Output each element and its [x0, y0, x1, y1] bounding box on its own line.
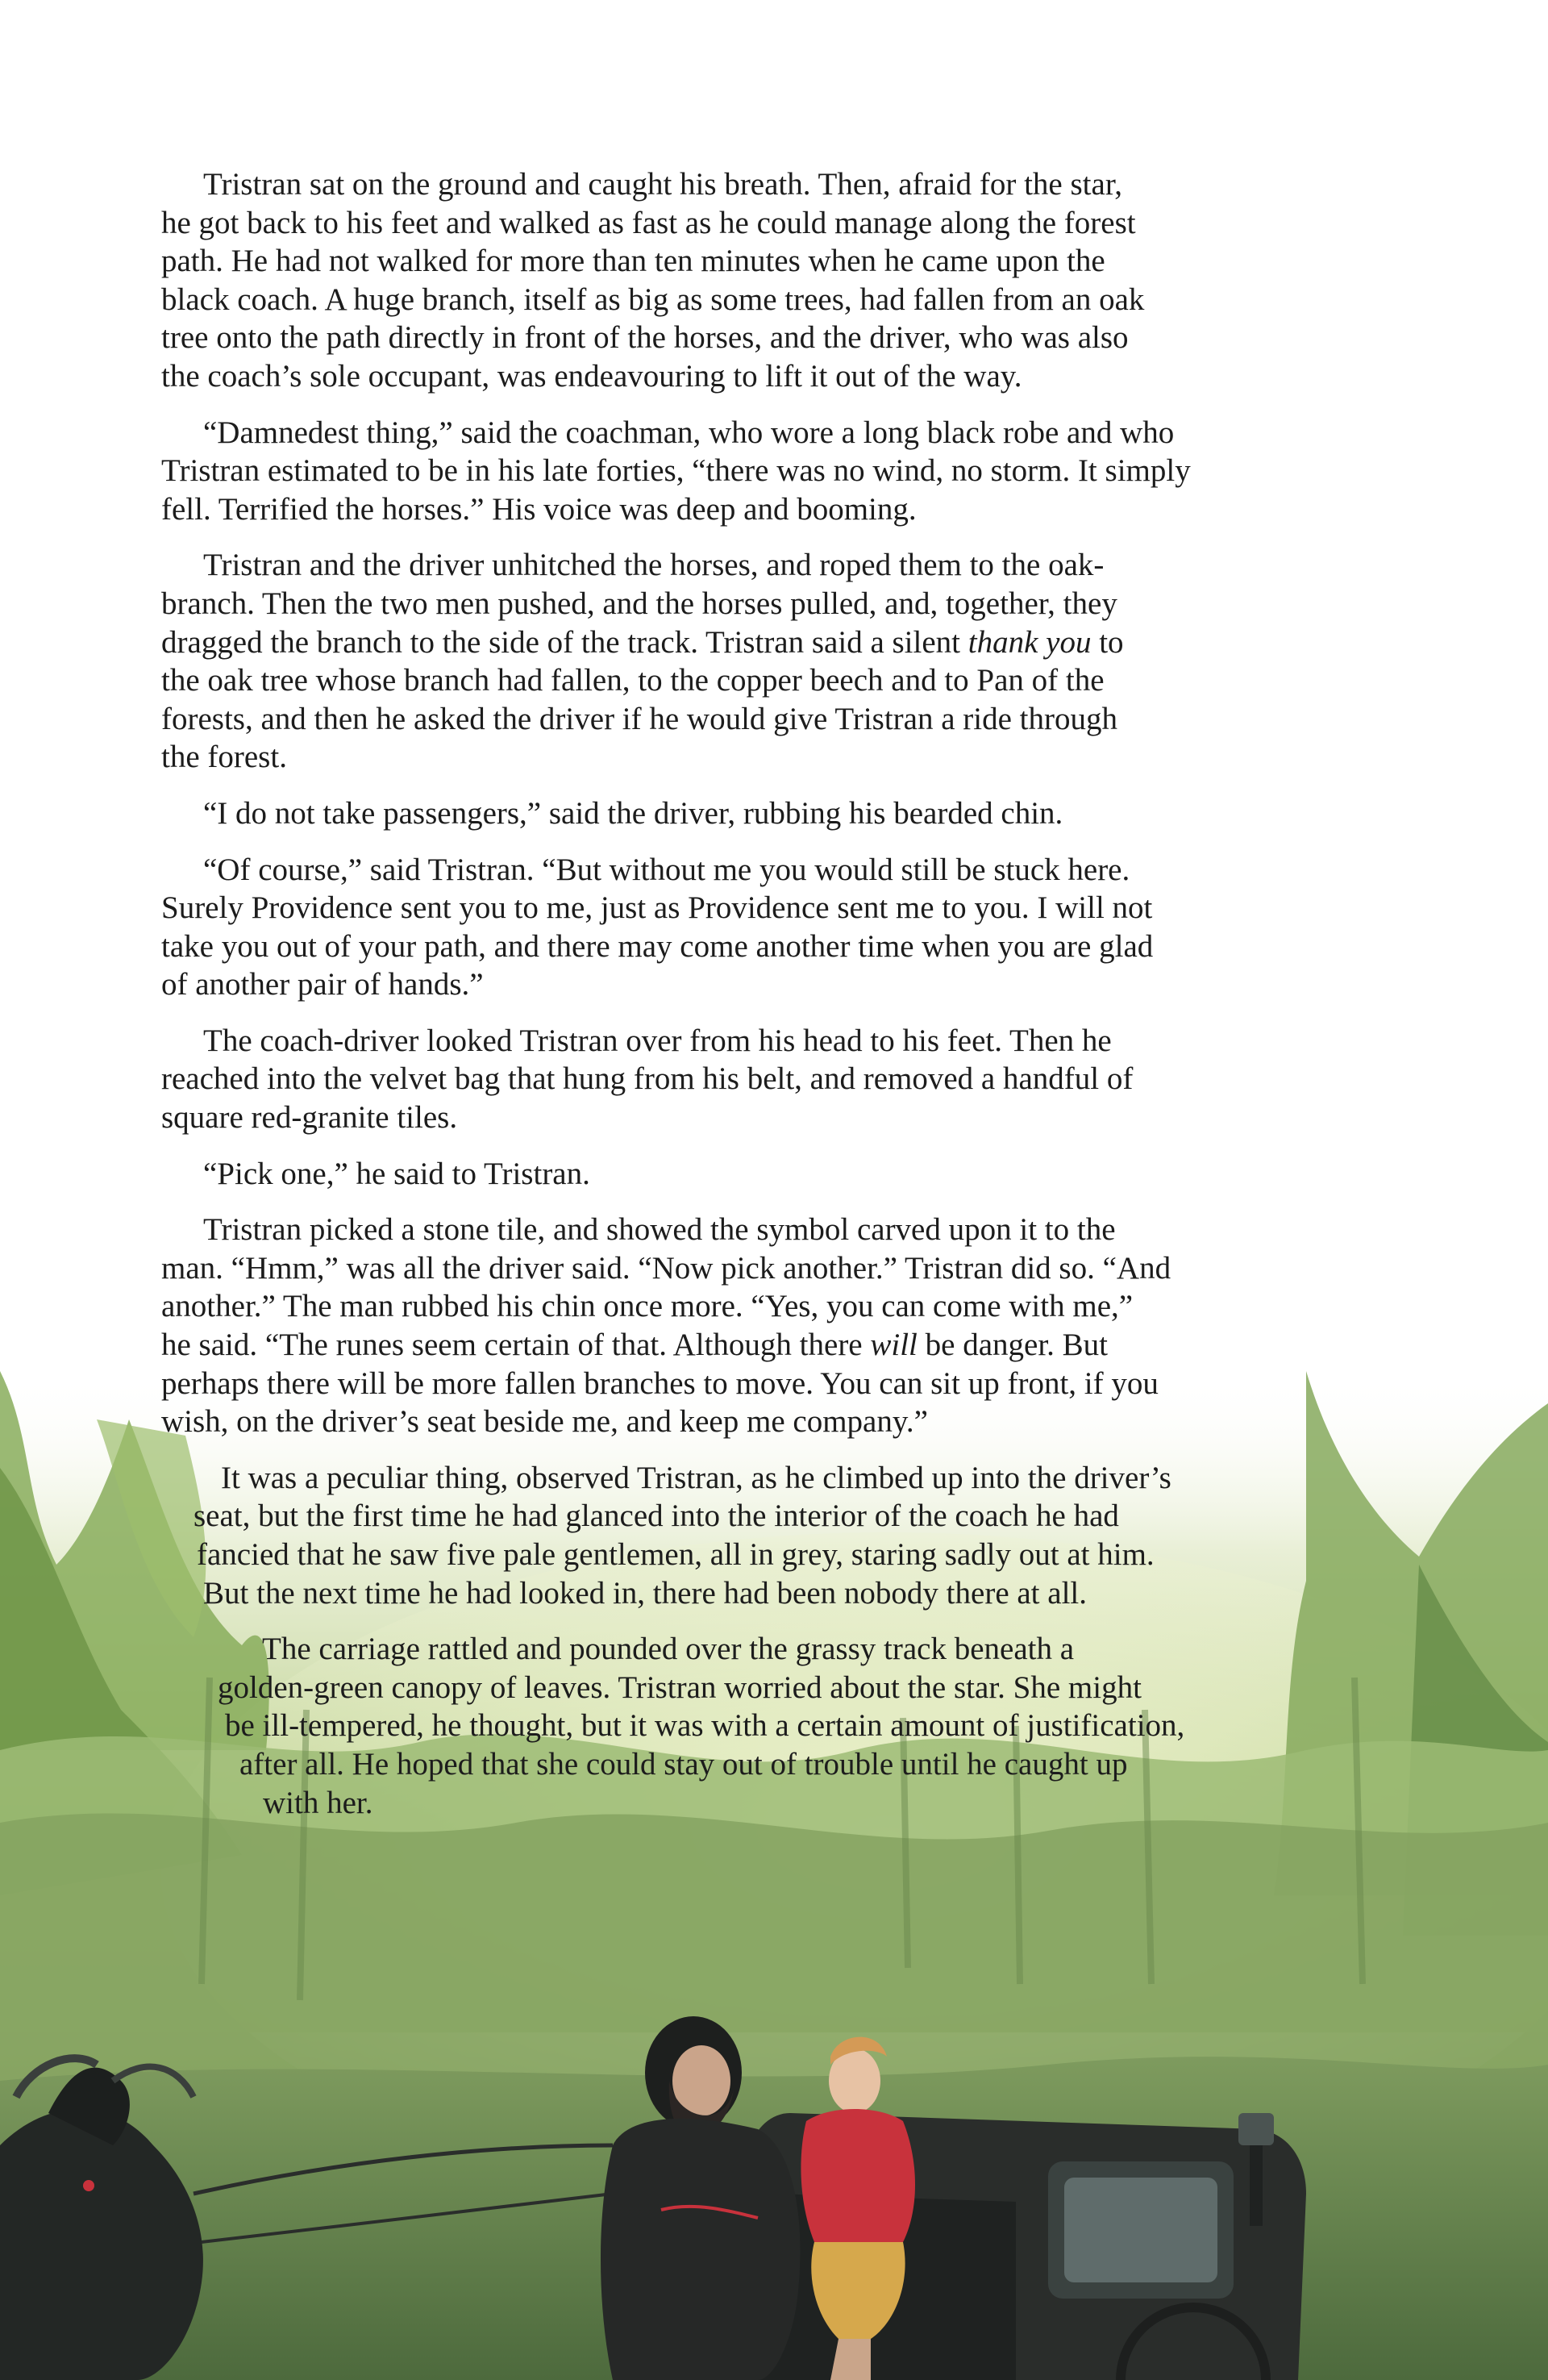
text-line: The coach-driver looked Tristran over from his head to his feet. Then he — [203, 1023, 1112, 1058]
text-line: Tristran sat on the ground and caught his breath. Then, afraid for the star, — [203, 167, 1122, 202]
paragraph-5 — [161, 851, 1306, 1004]
paragraph-1 — [161, 165, 1306, 396]
text-line: the oak tree whose branch had fallen, to the copper beech and to Pan of the — [161, 663, 1105, 698]
text-line: Tristran and the driver unhitched the horses, and roped them to the oak- — [203, 548, 1105, 583]
paragraph-7 — [161, 1155, 1306, 1194]
text-line: of another pair of hands.” — [161, 967, 484, 1002]
text-line: But the next time he had looked in, there had been nobody there at all. — [203, 1575, 1087, 1611]
text-line: fancied that he saw five pale gentlemen, all in grey, staring sadly out at him. — [197, 1537, 1155, 1572]
text-line: another.” The man rubbed his chin once more. “Yes, you can come with me,” — [161, 1289, 1134, 1324]
paragraph-3 — [161, 546, 1306, 777]
text-line: with her. — [263, 1785, 373, 1820]
text-line: square red-granite tiles. — [161, 1100, 458, 1136]
paragraph-10 — [161, 1630, 1306, 1822]
text-line: tree onto the path directly in front of the horses, and the driver, who was also — [161, 320, 1129, 356]
text-line: branch. Then the two men pushed, and the horses pulled, and, together, they — [161, 586, 1117, 621]
text-line: Tristran picked a stone tile, and showed the symbol carved upon it to the — [203, 1212, 1116, 1248]
text-line: The carriage rattled and pounded over the grassy track beneath a — [262, 1632, 1075, 1667]
text-line: Surely Providence sent you to me, just as Providence sent me to you. I will not — [161, 890, 1153, 926]
text-line: black coach. A huge branch, itself as big as some trees, had fallen from an oak — [161, 281, 1145, 317]
text-line — [119, 623, 1306, 662]
text-run: to — [1091, 624, 1124, 660]
text-line: wish, on the driver’s seat beside me, and keep me company.” — [161, 1404, 928, 1440]
text-line: man. “Hmm,” was all the driver said. “Now pick another.” Tristran did so. “And — [161, 1250, 1171, 1286]
paragraph-8 — [161, 1211, 1306, 1441]
text-line: after all. He hoped that she could stay out of trouble until he caught up — [239, 1746, 1128, 1782]
text-line: seat, but the first time he had glanced into the interior of the coach he had — [194, 1498, 1119, 1534]
text-line: perhaps there will be more fallen branches to move. You can sit up front, if you — [161, 1365, 1159, 1401]
text-line: path. He had not walked for more than ten minutes when he came upon the — [161, 244, 1105, 279]
text-line: It was a peculiar thing, observed Tristran, as he climbed up into the driver’s — [221, 1460, 1171, 1495]
text-line: “I do not take passengers,” said the driver, rubbing his bearded chin. — [203, 795, 1063, 831]
paragraph-4 — [161, 794, 1306, 833]
text-line: take you out of your path, and there may come another time when you are glad — [161, 928, 1154, 964]
text-line: fell. Terrified the horses.” His voice was deep and booming. — [161, 491, 917, 527]
text-line: Tristran estimated to be in his late forties, “there was no wind, no storm. It simply — [161, 453, 1191, 489]
text-line: be ill-tempered, he thought, but it was with a certain amount of justification, — [225, 1708, 1185, 1744]
text-line: forests, and then he asked the driver if he would give Tristran a ride through — [161, 701, 1117, 736]
text-line: reached into the velvet bag that hung from his belt, and removed a handful of — [161, 1061, 1134, 1097]
story-text — [161, 165, 1306, 1840]
text-line: he got back to his feet and walked as fast as he could manage along the forest — [161, 205, 1136, 240]
paragraph-6 — [161, 1022, 1306, 1137]
italic-run: will — [870, 1328, 918, 1363]
text-run: dragged the branch to the side of the track. Tristran said a silent — [161, 624, 968, 660]
text-line — [119, 1326, 1306, 1365]
text-line: the coach’s sole occupant, was endeavouring to lift it out of the way. — [161, 358, 1022, 394]
text-line: “Damnedest thing,” said the coachman, who wore a long black robe and who — [203, 415, 1175, 450]
text-line: “Of course,” said Tristran. “But without me you would still be stuck here. — [203, 852, 1130, 887]
paragraph-2 — [161, 414, 1306, 529]
text-line: the forest. — [161, 740, 287, 775]
text-line: “Pick one,” he said to Tristran. — [203, 1156, 590, 1191]
text-run: he said. “The runes seem certain of that. Although there — [161, 1328, 871, 1363]
text-line: golden-green canopy of leaves. Tristran worried about the star. She might — [218, 1669, 1142, 1705]
text-run: be danger. But — [917, 1328, 1109, 1363]
italic-run: thank you — [968, 624, 1092, 660]
paragraph-9 — [161, 1459, 1306, 1612]
